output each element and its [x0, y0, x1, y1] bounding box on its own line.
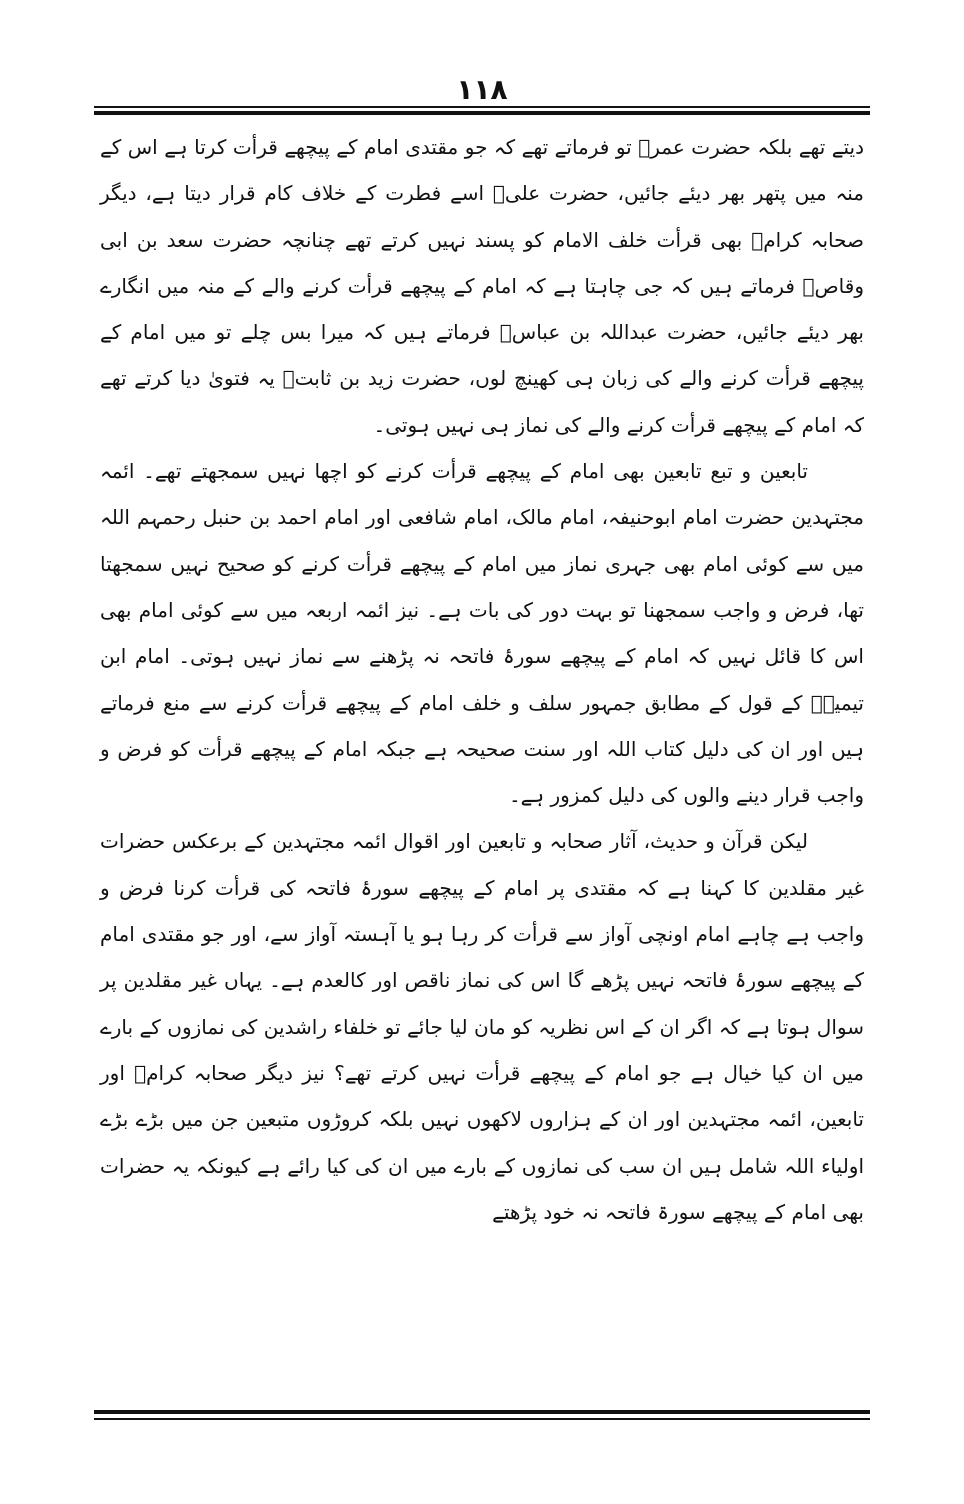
- page-number: ۱۱۸: [456, 73, 508, 106]
- paragraph-3: لیکن قرآن و حدیث، آثار صحابہ و تابعین اور اقوال ائمہ مجتہدین کے برعکس حضرات غیر مقلدین کا کہنا ہے کہ مقتدی پر امام کے پیچھے سورۂ فاتحہ کی قرأت کرنا فرض و واجب ہے چاہے امام اونچی آواز سے قرأت کر رہا ہو یا آہستہ آواز سے، اور جو مقتدی امام کے پیچھے سورۂ فاتحہ نہیں پڑھے گا اس کی نماز ناقص اور کالعدم ہے۔ یہاں غیر مقلدین پر سوال ہوتا ہے کہ اگر ان کے اس نظریہ کو مان لیا جائے تو خلفاء راشدین کی نمازوں کے بارے میں ان کیا خیال ہے جو امام کے پیچھے قرأت نہیں کرتے تھے؟ نیز دیگر صحابہ کرامؓ اور تابعین، ائمہ مجتہدین اور ان کے ہزاروں لاکھوں نہیں بلکہ کروڑوں متبعین جن میں بڑے بڑے اولیاء اللہ شامل ہیں ان سب کی نمازوں کے بارے میں ان کی کیا رائے ہے کیونکہ یہ حضرات بھی امام کے پیچھے سورۃ فاتحہ نہ خود پڑھتے: [100, 829, 864, 1224]
- footer-rule-thick: [94, 1410, 870, 1414]
- header-rule-thin: [94, 106, 870, 108]
- paragraph-1: دیتے تھے بلکہ حضرت عمرؓ تو فرماتے تھے کہ جو مقتدی امام کے پیچھے قرأت کرتا ہے اس کے منہ میں پتھر بھر دیئے جائیں، حضرت علیؓ اسے فطرت کے خلاف کام قرار دیتا ہے، دیگر صحابہ کرامؓ بھی قرأت خلف الامام کو پسند نہیں کرتے تھے چنانچہ حضرت سعد بن ابی وقاصؓ فرماتے ہیں کہ جی چاہتا ہے کہ امام کے پیچھے قرأت کرنے والے کے منہ میں انگارے بھر دیئے جائیں، حضرت عبداللہ بن عباسؓ فرماتے ہیں کہ میرا بس چلے تو میں امام کے پیچھے قرأت کرنے والے کی زبان ہی کھینچ لوں، حضرت زید بن ثابتؓ یہ فتویٰ دیا کرتے تھے کہ امام کے پیچھے قرأت کرنے والے کی نماز ہی نہیں ہوتی۔: [100, 135, 864, 437]
- paragraph-2: تابعین و تبع تابعین بھی امام کے پیچھے قرأت کرنے کو اچھا نہیں سمجھتے تھے۔ ائمہ مجتہدین حضرت امام ابوحنیفہ، امام مالک، امام شافعی اور امام احمد بن حنبل رحمہم اللہ میں سے کوئی امام بھی جہری نماز میں امام کے پیچھے قرأت کرنے کو صحیح نہیں سمجھتا تھا، فرض و واجب سمجھنا تو بہت دور کی بات ہے۔ نیز ائمہ اربعہ میں سے کوئی امام بھی اس کا قائل نہیں کہ امام کے پیچھے سورۂ فاتحہ نہ پڑھنے سے نماز نہیں ہوتی۔ امام ابن تیمیہؒ کے قول کے مطابق جمہور سلف و خلف امام کے پیچھے قرأت کرنے سے منع فرماتے ہیں اور ان کی دلیل کتاب اللہ اور سنت صحیحہ ہے جبکہ امام کے پیچھے قرأت کو فرض و واجب قرار دینے والوں کی دلیل کمزور ہے۔: [100, 459, 864, 808]
- page-body: [100, 124, 864, 1394]
- header-rule-thick: [94, 111, 870, 115]
- footer-rule-thin: [94, 1418, 870, 1420]
